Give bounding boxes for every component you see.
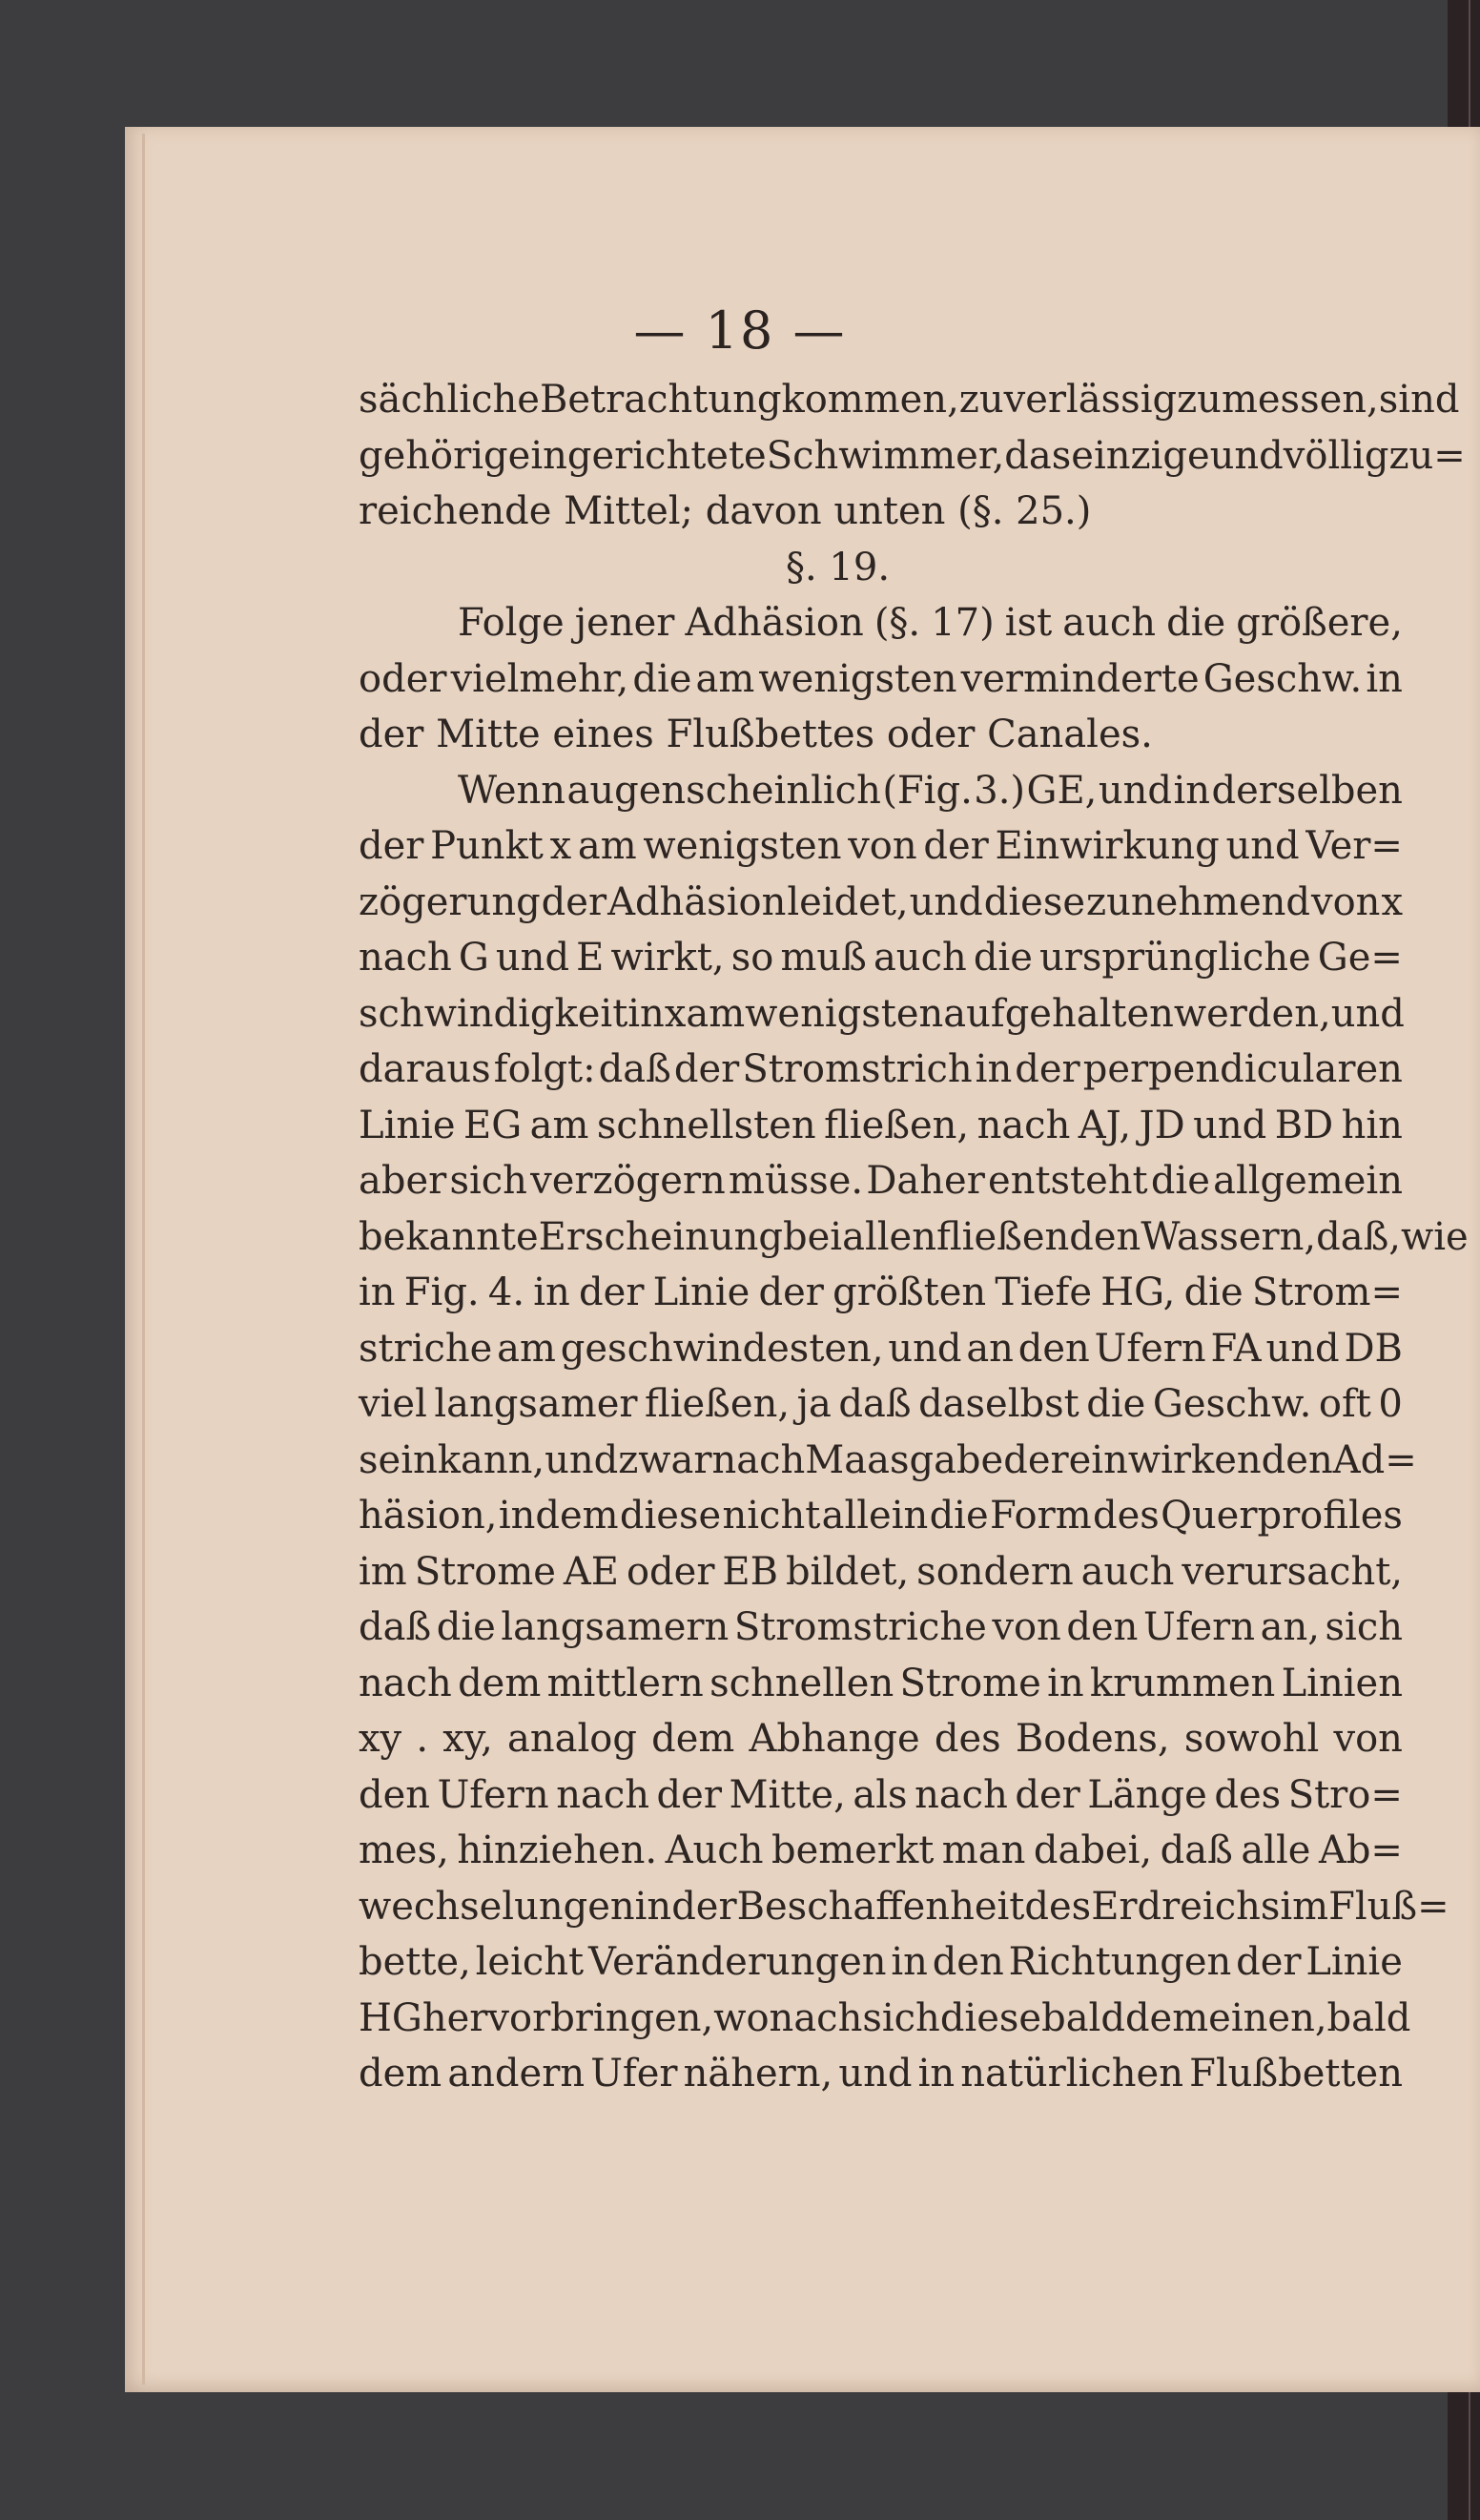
word: viel xyxy=(359,1382,427,1426)
word: daß xyxy=(359,1605,432,1649)
word: verursacht, xyxy=(1182,1549,1403,1594)
word: als xyxy=(853,1772,908,1817)
word: häsion, xyxy=(359,1494,498,1538)
word: größten xyxy=(832,1270,987,1314)
word: alle xyxy=(1241,1828,1311,1872)
word: völlig xyxy=(1283,433,1389,478)
word: sich xyxy=(862,1995,940,2040)
word: x xyxy=(549,824,572,868)
word: Schwimmer, xyxy=(766,433,1005,478)
word: sondern xyxy=(916,1549,1074,1594)
word: krummen xyxy=(1089,1661,1276,1705)
word: Adhäsion xyxy=(685,601,864,645)
word: Linie xyxy=(359,1103,456,1147)
word: 17) xyxy=(931,601,995,645)
word: des xyxy=(1214,1772,1282,1817)
word: von xyxy=(1333,1717,1403,1761)
word: x xyxy=(1381,879,1403,924)
word: derselben xyxy=(1211,768,1403,813)
word: aber xyxy=(359,1159,447,1203)
text-line xyxy=(359,986,1403,1043)
word: am xyxy=(686,991,746,1036)
word: striche xyxy=(359,1326,493,1371)
word: Querprofiles xyxy=(1161,1494,1403,1538)
word: der xyxy=(673,1047,740,1091)
word: Ver= xyxy=(1305,824,1403,868)
word: dem xyxy=(458,1661,542,1705)
page-gutter-shadow xyxy=(142,134,145,2385)
word: in xyxy=(1366,656,1403,701)
word: zu xyxy=(1177,378,1222,422)
word: der xyxy=(1003,1437,1069,1482)
word: ursprüngliche xyxy=(1039,936,1311,980)
word: Geschw. xyxy=(1202,656,1363,701)
word: wenigsten xyxy=(745,991,944,1036)
text-line xyxy=(359,1265,1403,1321)
word: G xyxy=(458,936,489,980)
word: daraus xyxy=(359,1047,491,1091)
word: Bodens, xyxy=(1015,1717,1170,1761)
text-line xyxy=(359,428,1466,485)
word: FA xyxy=(1210,1326,1262,1371)
word: der xyxy=(671,1884,737,1929)
word: ist xyxy=(1004,601,1053,645)
word: wonach xyxy=(713,1995,863,2040)
word: eingerichtete xyxy=(507,433,767,478)
word: Strom= xyxy=(1251,1270,1403,1314)
word: und xyxy=(909,879,983,924)
word: und xyxy=(838,2052,913,2096)
word: AE xyxy=(563,1549,620,1594)
word: leidet, xyxy=(787,879,909,924)
word: im xyxy=(1280,1884,1329,1929)
word: dem xyxy=(651,1717,735,1761)
word: augenscheinlich xyxy=(566,768,881,813)
text-line xyxy=(359,1823,1403,1879)
word: jener xyxy=(574,601,675,645)
word: Stromstrich xyxy=(742,1047,973,1091)
word: in xyxy=(533,1270,570,1314)
word: daß xyxy=(1160,1828,1233,1872)
word: Mitte, xyxy=(729,1772,846,1817)
text-line: reichende Mittel; davon unten (§. 25.) xyxy=(359,489,1092,533)
word: und xyxy=(1209,433,1284,478)
word: man xyxy=(941,1828,1026,1872)
text-line xyxy=(359,1600,1403,1656)
word: der xyxy=(758,1270,824,1314)
text-line xyxy=(359,818,1403,875)
word: natürlichen xyxy=(960,2052,1183,2096)
word: am xyxy=(529,1103,589,1147)
word: muß xyxy=(780,936,867,980)
word: wechselungen xyxy=(359,1884,635,1929)
word: HG xyxy=(359,1995,422,2040)
word: die xyxy=(1166,601,1226,645)
word: Richtungen xyxy=(1008,1940,1232,1984)
word: HG, xyxy=(1100,1270,1176,1314)
word: am xyxy=(497,1326,556,1371)
word: der xyxy=(359,824,424,868)
word: wie xyxy=(1401,1214,1469,1259)
word: andern xyxy=(447,2052,586,2096)
word: dabei, xyxy=(1033,1828,1153,1872)
word: EG xyxy=(463,1103,523,1147)
word: Linie xyxy=(652,1270,750,1314)
word: EB xyxy=(722,1549,778,1594)
word: langsamern xyxy=(501,1605,730,1649)
word: nach xyxy=(711,1437,806,1482)
word: Ufer xyxy=(590,2052,678,2096)
word: Geschw. xyxy=(1152,1382,1312,1426)
word: die xyxy=(632,656,692,701)
word: die xyxy=(1183,1270,1244,1314)
word: leicht xyxy=(475,1940,585,1984)
word: Ab= xyxy=(1318,1828,1403,1872)
word: in xyxy=(1173,768,1211,813)
word: der xyxy=(656,1772,722,1817)
word: einen, xyxy=(1208,1995,1327,2040)
word: am xyxy=(695,656,755,701)
word: x xyxy=(664,991,687,1036)
word: zunehmend xyxy=(1086,879,1311,924)
word: (§. xyxy=(874,601,921,645)
word: der xyxy=(1015,1047,1080,1091)
word: in xyxy=(634,1884,672,1929)
word: hervorbringen, xyxy=(421,1995,714,2040)
word: den xyxy=(1018,1326,1090,1371)
word: an xyxy=(966,1326,1014,1371)
word: (Fig. xyxy=(882,768,973,813)
word: mes, xyxy=(359,1828,449,1872)
word: daselbst xyxy=(918,1382,1079,1426)
word: werden, xyxy=(1173,991,1331,1036)
word: Punkt xyxy=(430,824,544,868)
text-line xyxy=(359,1934,1403,1991)
text-line: §. 19. xyxy=(786,545,891,589)
word: hinziehen. xyxy=(457,1828,658,1872)
text-line xyxy=(359,1376,1403,1433)
word: bald xyxy=(1041,1995,1125,2040)
word: Maasgabe xyxy=(805,1437,1004,1482)
word: bald xyxy=(1326,1995,1411,2040)
text-line xyxy=(359,1098,1403,1154)
text-line xyxy=(359,1711,1403,1767)
word: Betrachtung xyxy=(539,378,782,422)
word: und xyxy=(495,936,570,980)
word: und xyxy=(888,1326,962,1371)
word: zu= xyxy=(1388,433,1466,478)
word: Wassern, xyxy=(1141,1214,1317,1259)
word: nach xyxy=(359,1661,452,1705)
word: gehörig xyxy=(359,433,508,478)
word: dem xyxy=(1124,1995,1209,2040)
word: zögerung xyxy=(359,879,541,924)
word: und xyxy=(1193,1103,1267,1147)
word: des xyxy=(1092,1494,1160,1538)
word: der xyxy=(1236,1940,1302,1984)
word: oder xyxy=(626,1549,715,1594)
text-line xyxy=(359,372,1460,428)
word: und xyxy=(1098,768,1172,813)
word: geschwindesten, xyxy=(560,1326,884,1371)
word: Ufern xyxy=(1142,1605,1256,1649)
word: Fig. xyxy=(403,1270,480,1314)
word: langsamer xyxy=(434,1382,638,1426)
word: schwindigkeit xyxy=(359,991,628,1036)
word: 4. xyxy=(487,1270,525,1314)
text-line xyxy=(359,1153,1403,1209)
word: Erdreichs xyxy=(1091,1884,1281,1929)
text-line: der Mitte eines Flußbettes oder Canales. xyxy=(359,713,1153,756)
word: Erscheinung xyxy=(538,1214,784,1259)
word: allen xyxy=(842,1214,936,1259)
word: Ufern xyxy=(437,1772,549,1817)
word: die xyxy=(973,936,1033,980)
word: Folge xyxy=(458,601,565,645)
word: die xyxy=(1086,1382,1146,1426)
word: Auch xyxy=(665,1828,764,1872)
word: Ge= xyxy=(1317,936,1403,980)
word: auch xyxy=(1062,601,1157,645)
word: und xyxy=(545,1437,619,1482)
word: wirkt, xyxy=(610,936,725,980)
word: die xyxy=(1150,1159,1210,1203)
word: Linien xyxy=(1281,1661,1403,1705)
word: müsse. xyxy=(729,1159,864,1203)
word: in xyxy=(891,1940,928,1984)
word: schnellen xyxy=(709,1661,894,1705)
word: sowohl xyxy=(1183,1717,1320,1761)
word: der xyxy=(923,824,989,868)
word: den xyxy=(932,1940,1004,1984)
word: und xyxy=(1265,1326,1340,1371)
word: Einwirkung xyxy=(995,824,1220,868)
word: in xyxy=(975,1047,1013,1091)
word: auch xyxy=(1080,1549,1175,1594)
word: analog xyxy=(507,1717,637,1761)
word: BD xyxy=(1274,1103,1334,1147)
text-line xyxy=(359,1433,1417,1489)
text-line xyxy=(359,930,1403,986)
text-line xyxy=(359,1879,1449,1935)
word: diese xyxy=(939,1995,1042,2040)
word: nach xyxy=(359,936,452,980)
word: Tiefe xyxy=(995,1270,1092,1314)
word: den xyxy=(359,1772,431,1817)
word: bemerkt xyxy=(771,1828,935,1872)
word: die xyxy=(929,1494,989,1538)
text-line xyxy=(359,1209,1469,1266)
word: Strome xyxy=(414,1549,556,1594)
word: wenigsten xyxy=(643,824,842,868)
word: bette, xyxy=(359,1940,471,1984)
text-line xyxy=(359,2046,1403,2102)
word: von xyxy=(992,1605,1061,1649)
body-text xyxy=(359,372,1469,2102)
text-line xyxy=(359,595,1403,651)
word: das xyxy=(1004,433,1072,478)
word: verzögern xyxy=(530,1159,726,1203)
word: Ufern xyxy=(1094,1326,1206,1371)
word: in xyxy=(917,2052,956,2096)
word: nach xyxy=(976,1103,1071,1147)
word: diese xyxy=(983,879,1086,924)
word: bei xyxy=(783,1214,843,1259)
word: bekannte xyxy=(359,1214,539,1259)
word: Beschaffenheit xyxy=(736,1884,1025,1929)
word: nach xyxy=(556,1772,649,1817)
text-line xyxy=(359,1767,1403,1824)
word: E xyxy=(576,936,605,980)
word: einwirkenden xyxy=(1068,1437,1333,1482)
word: einzige xyxy=(1071,433,1210,478)
word: des xyxy=(934,1717,1001,1761)
word: Stromstriche xyxy=(733,1605,987,1649)
word: allgemein xyxy=(1213,1159,1403,1203)
word: indem xyxy=(498,1494,619,1538)
word: JD xyxy=(1139,1103,1185,1147)
word: 3.) xyxy=(974,768,1026,813)
word: folgt: xyxy=(493,1047,596,1091)
word: daß xyxy=(838,1382,912,1426)
word: DB xyxy=(1344,1326,1403,1371)
word: in xyxy=(627,991,665,1036)
word: an, xyxy=(1260,1605,1320,1649)
word: in xyxy=(1047,1661,1084,1705)
word: im xyxy=(359,1549,407,1594)
word: Stro= xyxy=(1287,1772,1403,1817)
word: kommen, xyxy=(781,378,959,422)
word: daß xyxy=(598,1047,671,1091)
word: Daher xyxy=(866,1159,985,1203)
word: aufgehalten xyxy=(943,991,1174,1036)
word: sächliche xyxy=(359,378,540,422)
text-line xyxy=(359,763,1403,819)
word: in xyxy=(359,1270,396,1314)
word: daß, xyxy=(1316,1214,1402,1259)
word: und xyxy=(1225,824,1300,868)
word: Wenn xyxy=(458,768,566,813)
word: der xyxy=(579,1270,645,1314)
word: Linie xyxy=(1305,1940,1403,1984)
page-number: — 18 — xyxy=(633,300,847,361)
word: nach xyxy=(915,1772,1008,1817)
word: vielmehr, xyxy=(450,656,629,701)
word: sich xyxy=(449,1159,527,1203)
word: und xyxy=(1330,991,1405,1036)
text-line xyxy=(359,1042,1403,1098)
word: xy, xyxy=(442,1717,493,1761)
word: wenigsten xyxy=(758,656,957,701)
word: am xyxy=(577,824,637,868)
word: . xyxy=(416,1717,429,1761)
word: Veränderungen xyxy=(587,1940,887,1984)
word: diese xyxy=(619,1494,722,1538)
word: Ad= xyxy=(1332,1437,1417,1482)
word: entsteht xyxy=(988,1159,1148,1203)
text-line xyxy=(359,1321,1403,1377)
word: Strome xyxy=(899,1661,1041,1705)
word: die xyxy=(436,1605,496,1649)
word: perpendicularen xyxy=(1082,1047,1403,1091)
text-line xyxy=(359,1488,1403,1544)
word: sein xyxy=(359,1437,438,1482)
word: fließen, xyxy=(645,1382,791,1426)
word: Adhäsion xyxy=(607,879,787,924)
word: Fluß= xyxy=(1328,1884,1449,1929)
text-line xyxy=(359,1656,1403,1712)
word: auch xyxy=(873,936,967,980)
text-line xyxy=(359,875,1403,931)
word: AJ, xyxy=(1078,1103,1132,1147)
word: schnellsten xyxy=(596,1103,816,1147)
word: mittlern xyxy=(546,1661,704,1705)
word: Länge xyxy=(1087,1772,1207,1817)
word: zuverlässig xyxy=(958,378,1178,422)
word: so xyxy=(730,936,774,980)
word: GE, xyxy=(1026,768,1098,813)
word: Flußbetten xyxy=(1189,2052,1403,2096)
word: zwar xyxy=(618,1437,712,1482)
word: Abhange xyxy=(749,1717,920,1761)
word: dem xyxy=(359,2052,442,2096)
word: der xyxy=(1015,1772,1080,1817)
word: Form xyxy=(989,1494,1092,1538)
word: kann, xyxy=(437,1437,545,1482)
word: von xyxy=(848,824,917,868)
word: hin xyxy=(1341,1103,1403,1147)
word: verminderte xyxy=(960,656,1200,701)
word: fließenden xyxy=(935,1214,1141,1259)
word: sich xyxy=(1325,1605,1403,1649)
word: sind xyxy=(1378,378,1460,422)
text-line xyxy=(359,651,1403,708)
word: allein xyxy=(821,1494,929,1538)
word: messen, xyxy=(1221,378,1379,422)
word: fließen, xyxy=(824,1103,970,1147)
word: nicht xyxy=(722,1494,821,1538)
word: xy xyxy=(359,1717,402,1761)
text-line xyxy=(359,1991,1411,2047)
word: der xyxy=(541,879,607,924)
word: ja xyxy=(796,1382,832,1426)
word: nähern, xyxy=(683,2052,833,2096)
word: bildet, xyxy=(785,1549,910,1594)
word: oft xyxy=(1318,1382,1371,1426)
word: 0 xyxy=(1378,1382,1403,1426)
word: von xyxy=(1311,879,1381,924)
word: größere, xyxy=(1236,601,1403,645)
word: den xyxy=(1066,1605,1139,1649)
word: des xyxy=(1024,1884,1092,1929)
word: oder xyxy=(359,656,447,701)
text-line xyxy=(359,1544,1403,1601)
